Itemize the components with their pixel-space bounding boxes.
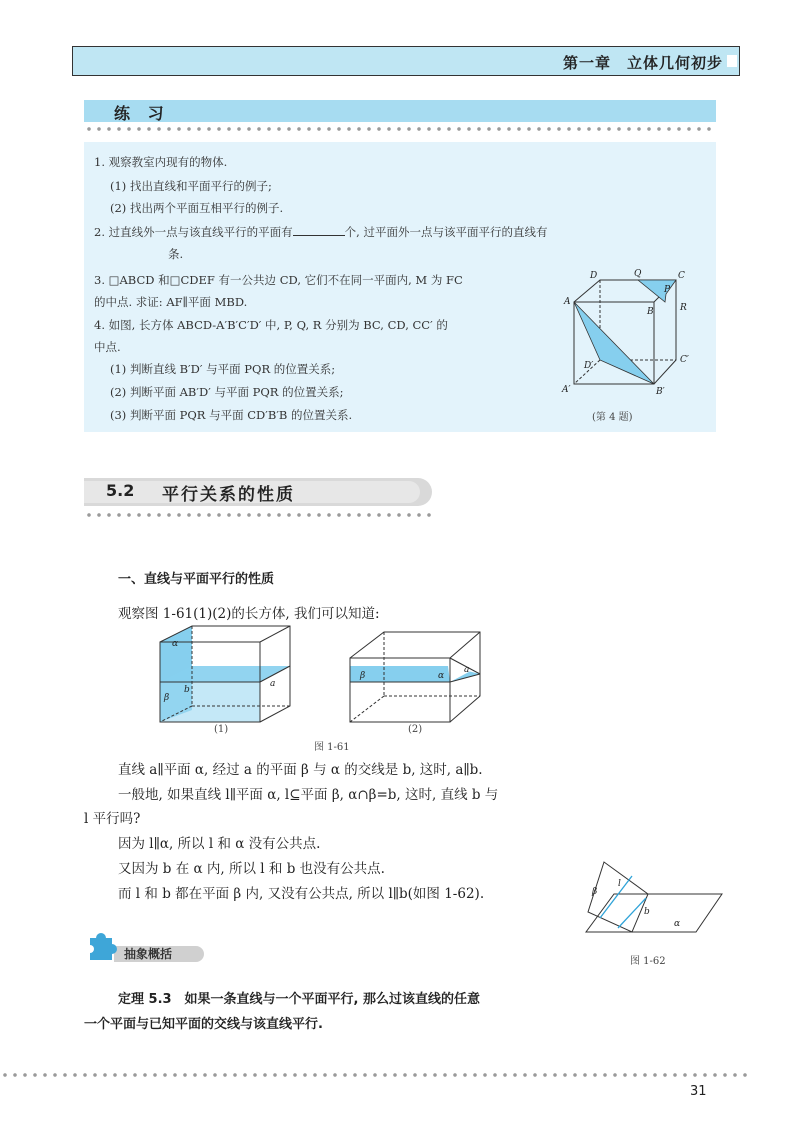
subsection-title: 一、直线与平面平行的性质 [118, 572, 275, 587]
figure-1-61-left [150, 622, 310, 726]
figure-1-62-caption: 图 1-62 [630, 956, 666, 967]
label-B: B [647, 307, 654, 317]
puzzle-icon [84, 932, 124, 968]
exercise-3: 3. □ABCD 和□CDEF 有一公共边 CD, 它们不在同一平面内, M 为 FC [94, 273, 463, 287]
exercise-2-tail: 条. [168, 247, 184, 261]
exercise-1-part-1: (1) 找出直线和平面平行的例子; [110, 179, 272, 193]
exercise-2-text-b: 个, 过平面外一点与该平面平行的直线有 [344, 225, 548, 239]
figure-1-61-caption: 图 1-61 [314, 742, 350, 753]
paragraph-2: 一般地, 如果直线 l∥平面 α, l⊆平面 β, α∩β=b, 这时, 直线 b 与 [118, 787, 499, 803]
header-square-decoration [727, 55, 737, 67]
fig62-alpha: α [674, 919, 681, 929]
exercise-1-part-2: (2) 找出两个平面互相平行的例子. [110, 201, 284, 215]
figure-1-61-sub2: (2) [408, 724, 423, 735]
practice-title: 练 习 [114, 104, 170, 123]
exercise-4-part-2: (2) 判断平面 AB′D′ 与平面 PQR 的位置关系; [110, 385, 344, 399]
figure-1-62 [578, 856, 728, 940]
exercise-4-cont: 中点. [94, 340, 121, 354]
label-Ap: A′ [562, 385, 571, 395]
exercise-2 [94, 224, 547, 240]
theorem-line-1: 定理 5.3 如果一条直线与一个平面平行, 那么过该直线的任意 [118, 992, 481, 1007]
fig61-left-b: b [184, 685, 190, 695]
figure-1-61-sub1: (1) [214, 724, 229, 735]
label-D: D [590, 271, 598, 281]
fig61-left-beta: β [164, 693, 170, 703]
paragraph-2-cont: l 平行吗? [84, 811, 141, 827]
label-C: C [678, 271, 685, 281]
chapter-header-band [72, 46, 740, 76]
exercise-2-text-a: 2. 过直线外一点与该直线平行的平面有 [94, 225, 293, 239]
exercise-1: 1. 观察教室内现有的物体. [94, 155, 228, 169]
figure-caption-ex4: (第 4 题) [592, 412, 633, 423]
label-P: P [664, 285, 671, 295]
practice-box [84, 142, 716, 432]
fig61-right-beta: β [360, 671, 366, 681]
observe-text: 观察图 1-61(1)(2)的长方体, 我们可以知道: [118, 606, 380, 622]
theorem-line-2: 一个平面与已知平面的交线与该直线平行. [84, 1017, 323, 1032]
label-A: A [564, 297, 571, 307]
page-number: 31 [690, 1084, 707, 1099]
fig62-l: l [618, 879, 621, 889]
paragraph-1: 直线 a∥平面 α, 经过 a 的平面 β 与 α 的交线是 b, 这时, a∥b. [118, 762, 483, 778]
figure-1-61-right [340, 622, 490, 726]
fig61-left-a: a [270, 679, 276, 689]
fig61-right-a: a [464, 665, 470, 675]
exercise-4-part-1: (1) 判断直线 B′D′ 与平面 PQR 的位置关系; [110, 362, 336, 376]
footer-dotted-divider [0, 1072, 750, 1078]
dotted-divider [84, 126, 716, 132]
label-Dp: D′ [584, 361, 594, 371]
paragraph-3: 因为 l∥α, 所以 l 和 α 没有公共点. [118, 836, 321, 852]
abstract-summary-label: 抽象概括 [124, 947, 173, 961]
section-dotted-divider [84, 512, 436, 518]
fig61-left-alpha: α [172, 639, 179, 649]
exercise-4-part-3: (3) 判断平面 PQR 与平面 CD′B′B 的位置关系. [110, 408, 353, 422]
label-R: R [680, 303, 687, 313]
section-number: 5.2 [106, 481, 135, 500]
label-Q: Q [634, 269, 642, 279]
answer-blank [293, 225, 345, 236]
fig62-beta: β [592, 887, 598, 897]
cuboid-figure-ex4 [544, 264, 714, 404]
exercise-4: 4. 如图, 长方体 ABCD-A′B′C′D′ 中, P, Q, R 分别为 BC, CD, CC′ 的 [94, 318, 448, 332]
label-Cp: C′ [680, 355, 689, 365]
practice-title-bar [84, 100, 716, 122]
fig61-right-alpha: α [438, 671, 445, 681]
abstract-summary-tag [84, 942, 194, 964]
label-Bp: B′ [656, 387, 665, 397]
exercise-3-cont: 的中点. 求证: AF∥平面 MBD. [94, 295, 248, 309]
paragraph-5: 而 l 和 b 都在平面 β 内, 又没有公共点, 所以 l∥b(如图 1-62). [118, 886, 485, 902]
fig62-b: b [644, 907, 650, 917]
section-title: 平行关系的性质 [162, 485, 295, 505]
section-heading [84, 478, 432, 506]
chapter-title: 第一章 立体几何初步 [562, 54, 723, 72]
paragraph-4: 又因为 b 在 α 内, 所以 l 和 b 也没有公共点. [118, 861, 385, 877]
